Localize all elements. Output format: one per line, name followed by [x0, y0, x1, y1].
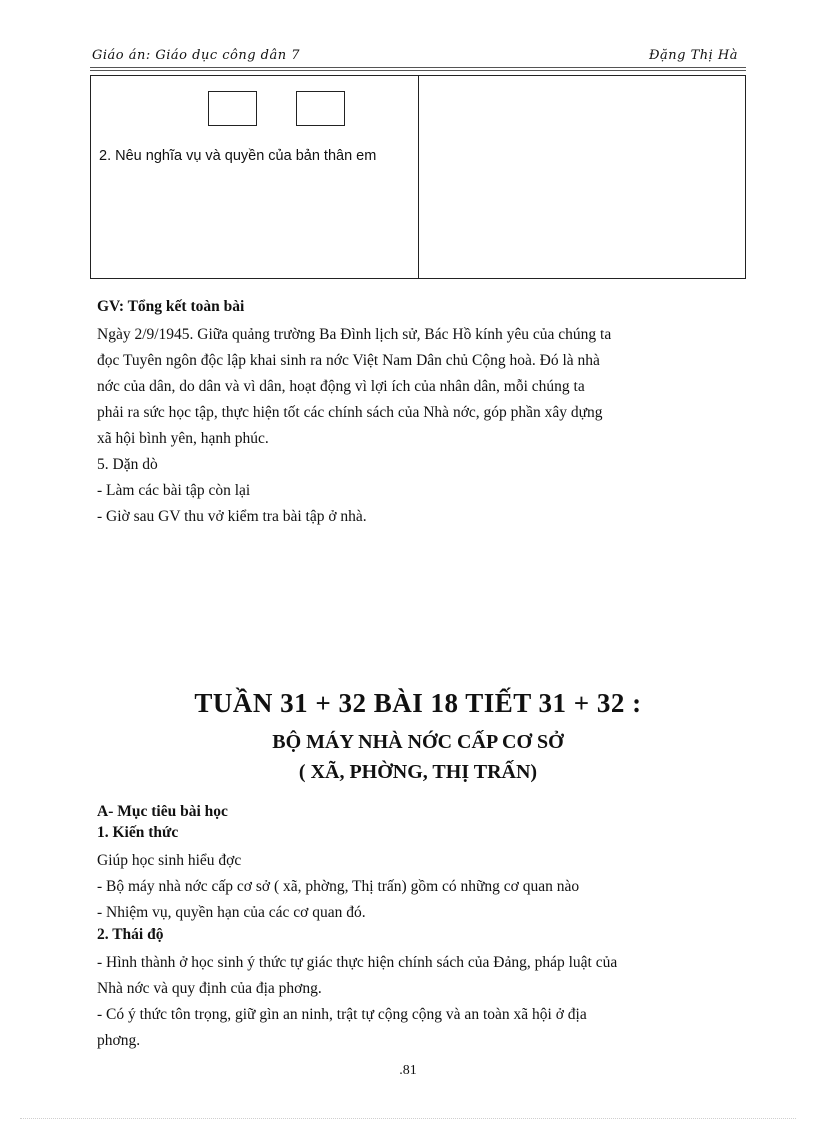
- summary-line: nớc của dân, do dân và vì dân, hoạt động vì lợi ích của nhân dân, mỗi chúng ta: [97, 378, 585, 395]
- attitude-line: - Hình thành ở học sinh ý thức tự giác thực hiện chính sách của Đảng, pháp luật của: [97, 954, 618, 971]
- table-column-divider: [418, 76, 419, 278]
- summary-title: GV: Tổng kết toàn bài: [97, 298, 245, 315]
- page-number: .81: [399, 1063, 417, 1078]
- homework-heading: 5. Dặn dò: [97, 456, 158, 473]
- knowledge-line: Giúp học sinh hiểu đợc: [97, 852, 242, 869]
- homework-item: - Làm các bài tập còn lại: [97, 482, 251, 499]
- lesson-title-line-1: TUẦN 31 + 32 BÀI 18 TIẾT 31 + 32 :: [194, 688, 642, 718]
- attitude-line: - Có ý thức tôn trọng, giữ gìn an ninh, trật tự cộng cộng và an toàn xã hội ở địa: [97, 1006, 587, 1023]
- knowledge-line: - Nhiệm vụ, quyền hạn của các cơ quan đó.: [97, 904, 366, 921]
- answer-table: [90, 75, 746, 279]
- attitude-list: [97, 950, 747, 1054]
- summary-line: phải ra sức học tập, thực hiện tốt các chính sách của Nhà nớc, góp phần xây dựng: [97, 404, 603, 421]
- lesson-title-line-2: BỘ MÁY NHÀ NỚC CẤP CƠ SỞ: [272, 731, 564, 753]
- summary-line: Ngày 2/9/1945. Giữa quảng trường Ba Đình lịch sử, Bác Hồ kính yêu của chúng ta: [97, 326, 612, 343]
- header-divider: [90, 67, 746, 71]
- table-cell-question: 2. Nêu nghĩa vụ và quyền của bản thân em: [99, 148, 377, 164]
- summary-line: xã hội bình yên, hạnh phúc.: [97, 430, 269, 447]
- objectives-heading: A- Mục tiêu bài học: [97, 803, 228, 820]
- attitude-heading: 2. Thái độ: [97, 926, 164, 943]
- answer-box-2: [296, 91, 345, 126]
- attitude-line: phơng.: [97, 1032, 141, 1049]
- answer-box-1: [208, 91, 257, 126]
- summary-line: đọc Tuyên ngôn độc lập khai sinh ra nớc Việt Nam Dân chủ Cộng hoà. Đó là nhà: [97, 352, 600, 369]
- lesson-title-line-3: ( XÃ, PHỜNG, THỊ TRẤN): [298, 761, 538, 783]
- header-right: Đặng Thị Hà: [649, 48, 738, 63]
- summary-paragraph: [97, 322, 747, 530]
- attitude-line: Nhà nớc và quy định của địa phơng.: [97, 980, 322, 997]
- page-bottom-border: [20, 1118, 796, 1119]
- header-left: Giáo án: Giáo dục công dân 7: [92, 48, 301, 63]
- homework-item: - Giờ sau GV thu vở kiểm tra bài tập ở nhà.: [97, 508, 367, 525]
- knowledge-list: [97, 848, 747, 926]
- knowledge-heading: 1. Kiến thức: [97, 824, 179, 841]
- knowledge-line: - Bộ máy nhà nớc cấp cơ sở ( xã, phờng, Thị trấn) gồm có những cơ quan nào: [97, 878, 580, 895]
